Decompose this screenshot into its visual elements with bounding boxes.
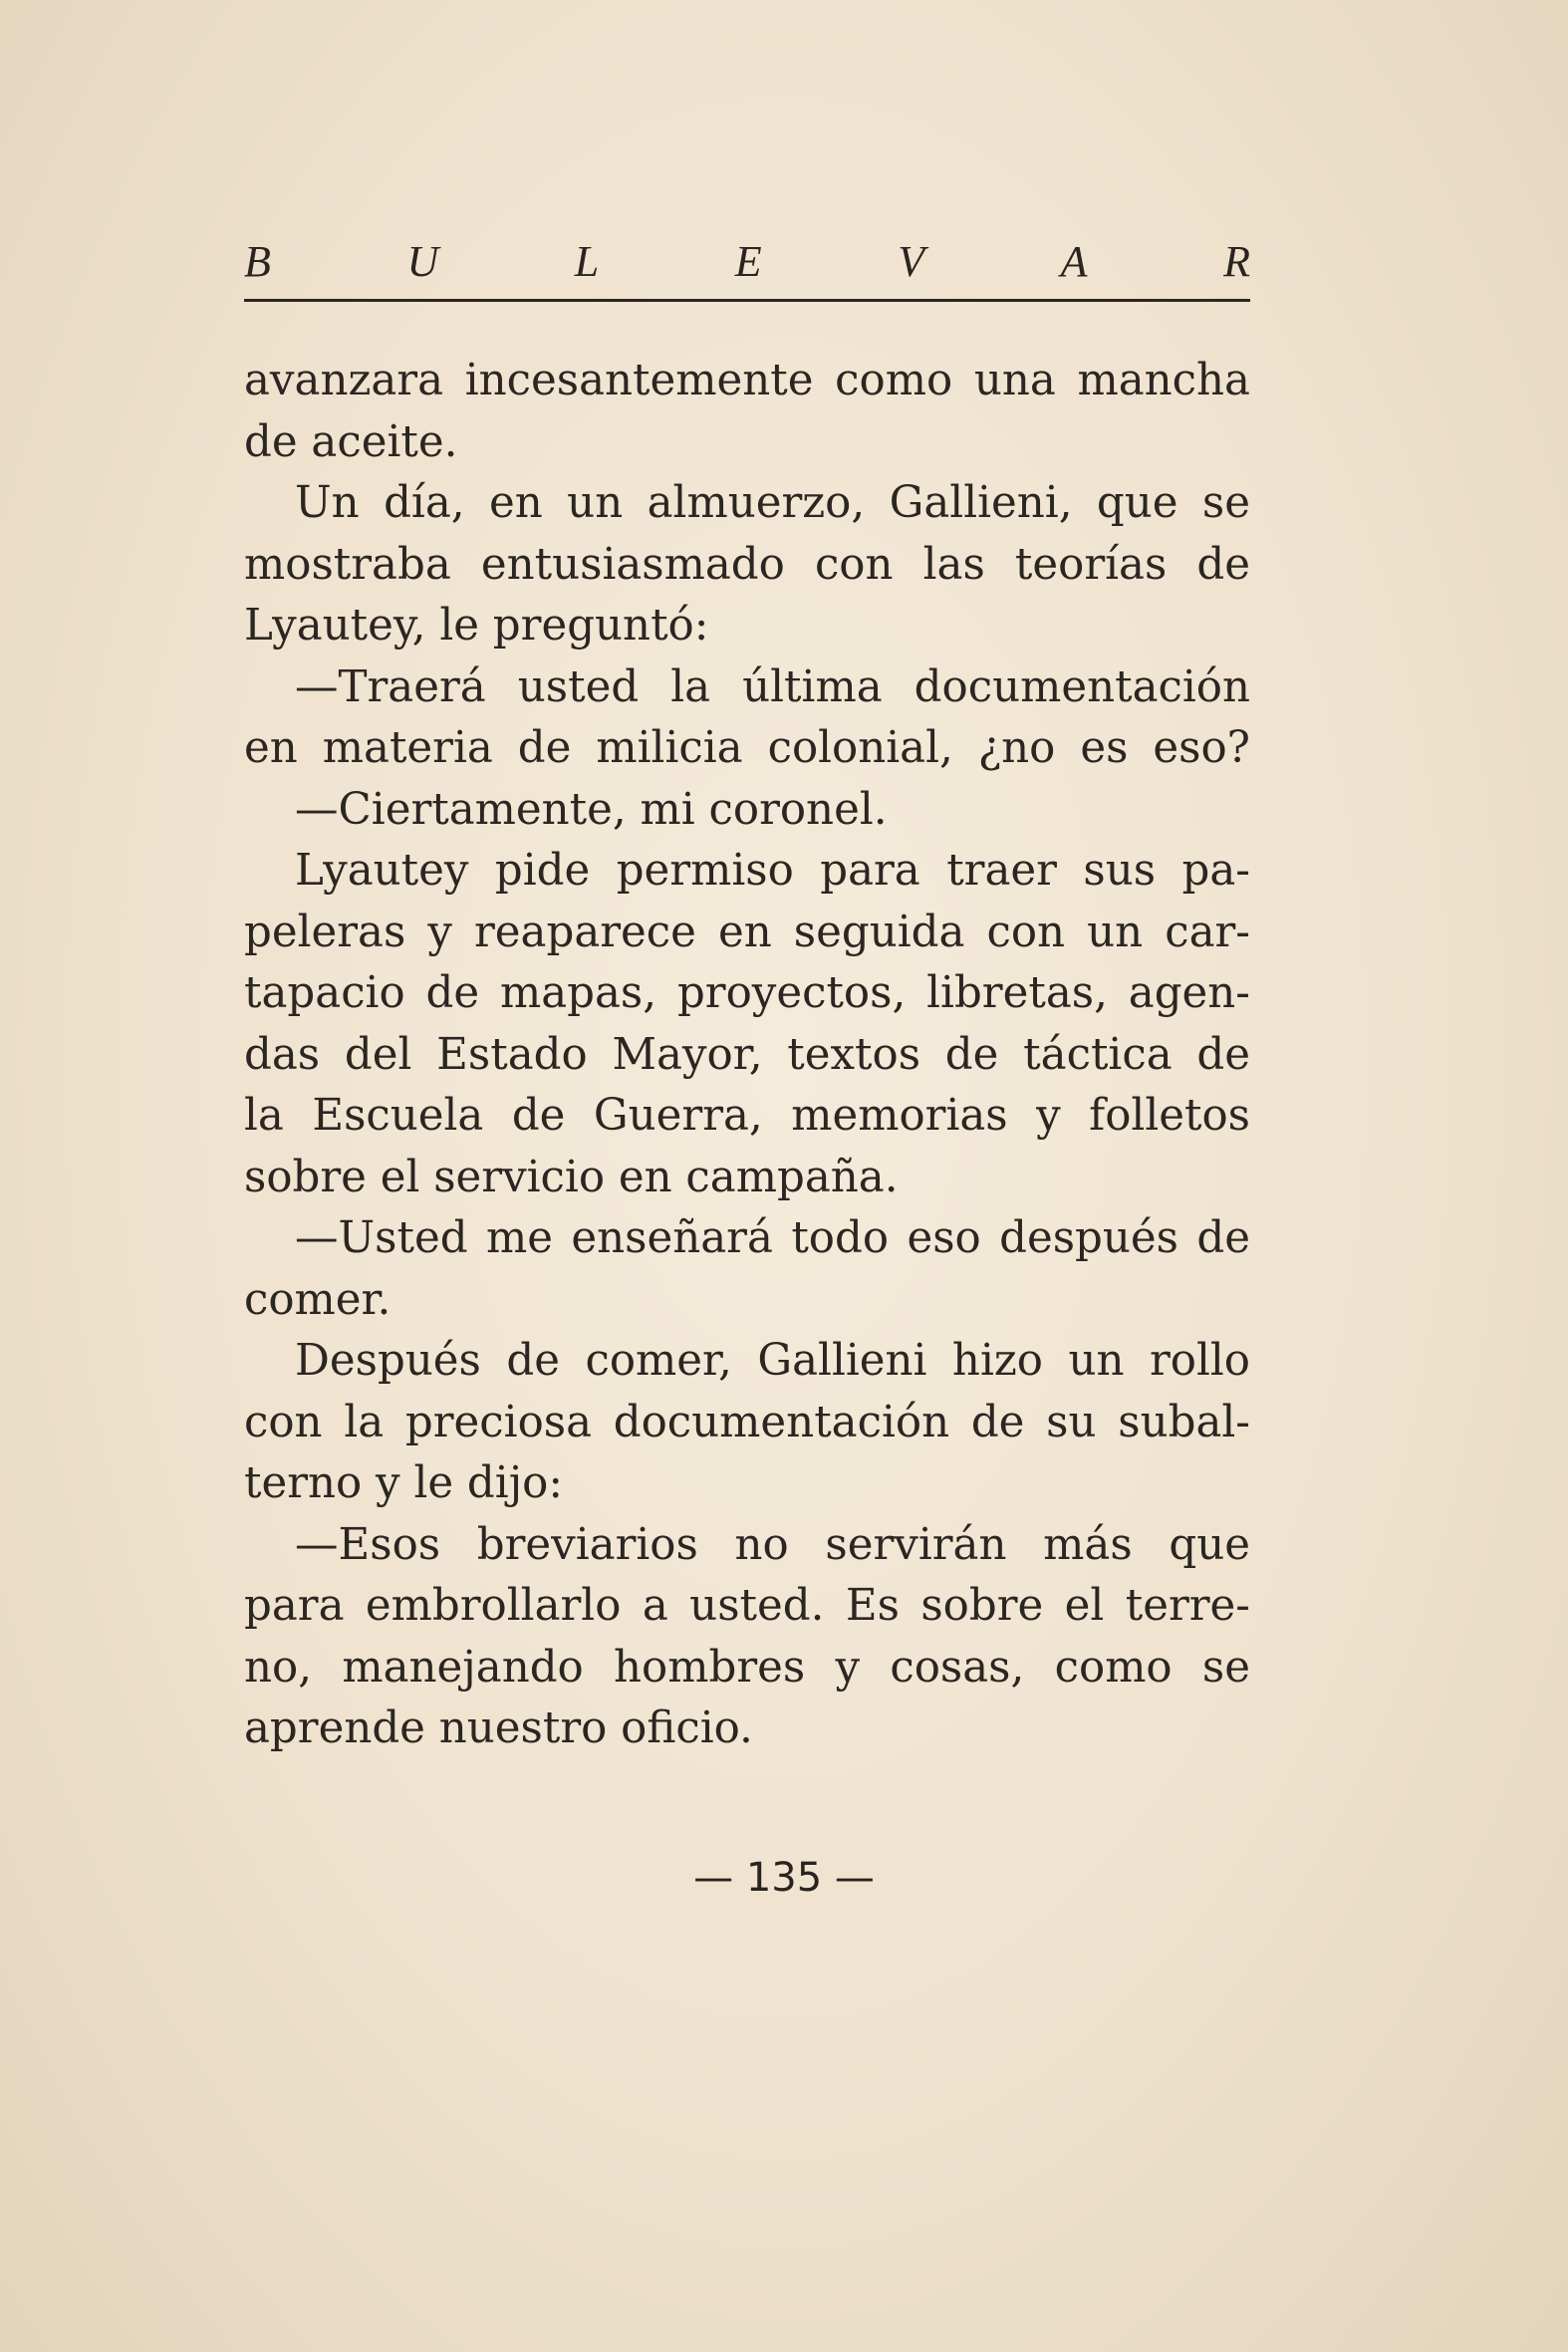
text-line: aprende nuestro oficio. (244, 1703, 753, 1753)
text-line: —Ciertamente, mi coronel. (295, 784, 888, 835)
header-letter: B (244, 237, 271, 286)
header-letter: U (406, 237, 439, 286)
paragraph (244, 1515, 1250, 1760)
text-line: terno y le dijo: (244, 1458, 564, 1508)
paragraph (244, 657, 1250, 780)
text-line: peleras y reaparece en seguida con un car- (244, 907, 1250, 957)
text-line: para embrollarlo a usted. Es sobre el terre- (244, 1581, 1250, 1631)
paragraph (244, 1208, 1250, 1331)
text-line: avanzara incesantemente como una mancha (244, 356, 1250, 405)
text-line: Un día, en un almuerzo, Gallieni, que se (295, 478, 1250, 528)
text-line: con la preciosa documentación de su subal- (244, 1397, 1250, 1447)
header-rule (244, 299, 1250, 302)
header-letter: L (574, 237, 600, 286)
text-line: comer. (244, 1274, 392, 1325)
text-line: en materia de milicia colonial, ¿no es eso? (244, 723, 1250, 773)
header-letter: R (1223, 237, 1250, 286)
text-line: —Usted me enseñará todo eso después de (295, 1213, 1250, 1263)
paragraph (244, 841, 1250, 1208)
text-line: Lyautey, le preguntó: (244, 601, 709, 651)
paragraph (244, 780, 1250, 842)
header-letter: E (734, 237, 762, 286)
text-line: mostraba entusiasmado con las teorías de (244, 539, 1250, 590)
text-line: la Escuela de Guerra, memorias y folletos (244, 1091, 1250, 1141)
text-line: tapacio de mapas, proyectos, libretas, agen- (244, 968, 1250, 1018)
paragraph (244, 1331, 1250, 1515)
text-line: no, manejando hombres y cosas, como se (244, 1642, 1250, 1693)
header-letter: A (1060, 237, 1088, 286)
text-line: Lyautey pide permiso para traer sus pa- (295, 846, 1250, 896)
text-line: —Traerá usted la última documentación (295, 661, 1250, 712)
page-number: — 135 — (693, 1855, 875, 1901)
text-line: das del Estado Mayor, textos de táctica de (244, 1029, 1250, 1080)
text-line: Después de comer, Gallieni hizo un rollo (295, 1336, 1250, 1386)
header-letter: V (898, 237, 925, 286)
body-text (244, 351, 1250, 1760)
paragraph (244, 473, 1250, 657)
text-line: de aceite. (244, 416, 458, 467)
paragraph (244, 351, 1250, 473)
text-line: sobre el servicio en campaña. (244, 1152, 899, 1202)
running-header (244, 227, 1250, 287)
text-line: —Esos breviarios no servirán más que (295, 1519, 1250, 1570)
